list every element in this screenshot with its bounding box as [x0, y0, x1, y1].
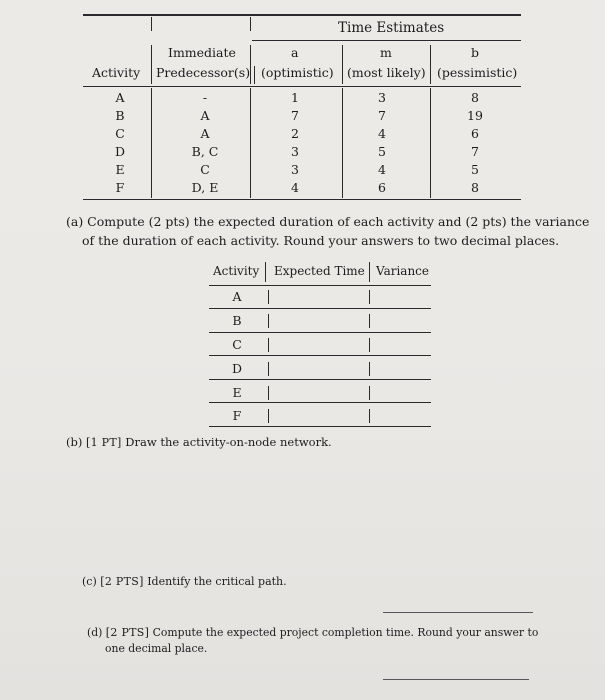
table-divider — [151, 45, 152, 84]
table-bottom-rule — [83, 199, 521, 200]
table-cell-m: 7 — [378, 108, 386, 123]
table-divider — [369, 314, 370, 328]
expected-time-input[interactable] — [280, 312, 365, 328]
table-divider — [430, 45, 431, 84]
question-d-points: [2 PTS] — [105, 626, 150, 639]
question-d-line2: one decimal place. — [105, 642, 208, 655]
variance-input[interactable] — [374, 360, 429, 376]
table-cell-activity: C — [115, 126, 125, 141]
table-cell-a: 2 — [291, 126, 299, 141]
table-divider — [342, 45, 343, 84]
table-cell-b: 6 — [471, 126, 479, 141]
table-cell-activity: E — [115, 162, 125, 177]
b-header-top: b — [471, 45, 480, 60]
table-cell-a: 4 — [291, 180, 299, 195]
variance-input[interactable] — [374, 407, 429, 423]
table-divider — [268, 386, 269, 400]
table-top-rule — [83, 14, 521, 16]
table-divider — [250, 17, 251, 31]
question-d-label: (d) — [87, 626, 103, 639]
variance-input[interactable] — [374, 312, 429, 328]
table-cell-m: 6 — [378, 180, 386, 195]
network-drawing-area[interactable] — [66, 455, 536, 565]
table-divider — [254, 66, 255, 84]
table-divider — [369, 386, 370, 400]
question-c-text: Identify the critical path. — [147, 575, 287, 588]
table-divider — [268, 338, 269, 352]
table-cell-b: 5 — [471, 162, 479, 177]
table-divider — [369, 262, 370, 282]
question-c-label: (c) — [82, 575, 97, 588]
table-divider — [151, 88, 152, 198]
answer-table-activity-header: Activity — [213, 264, 260, 278]
table-cell-a: 1 — [291, 90, 299, 105]
table-cell-predecessor: - — [202, 90, 208, 105]
table-divider — [369, 338, 370, 352]
answer-row-rule — [209, 402, 431, 403]
header-bottom-rule — [83, 86, 521, 87]
time-estimates-header: Time Estimates — [338, 20, 445, 36]
table-divider — [250, 88, 251, 198]
answer-row-activity: B — [232, 313, 242, 328]
table-divider — [268, 314, 269, 328]
table-cell-b: 8 — [471, 90, 479, 105]
expected-time-input[interactable] — [280, 407, 365, 423]
table-divider — [268, 362, 269, 376]
predecessor-header-top: Immediate — [168, 45, 236, 60]
table-cell-predecessor: A — [200, 126, 210, 141]
m-header-bottom: (most likely) — [347, 65, 426, 80]
a-header-top: a — [291, 45, 299, 60]
table-cell-predecessor: B, C — [191, 144, 219, 159]
table-cell-predecessor: D, E — [191, 180, 219, 195]
variance-input[interactable] — [374, 384, 429, 400]
table-cell-b: 8 — [471, 180, 479, 195]
table-cell-predecessor: C — [200, 162, 210, 177]
table-cell-m: 4 — [378, 162, 386, 177]
a-header-bottom: (optimistic) — [261, 65, 334, 80]
table-cell-a: 3 — [291, 144, 299, 159]
table-divider — [369, 362, 370, 376]
variance-input[interactable] — [374, 288, 429, 304]
table-cell-a: 3 — [291, 162, 299, 177]
question-b-points: [1 PT] — [86, 436, 122, 449]
question-d-text: Compute the expected project completion time. Round your answer to — [152, 626, 539, 639]
answer-row-activity: C — [232, 337, 242, 352]
table-cell-m: 5 — [378, 144, 386, 159]
answer-row-activity: F — [232, 408, 242, 423]
question-a-line2: of the duration of each activity. Round your answers to two decimal places. — [82, 233, 560, 248]
table-cell-b: 7 — [471, 144, 479, 159]
table-divider — [430, 88, 431, 198]
table-cell-a: 7 — [291, 108, 299, 123]
table-divider — [265, 262, 266, 282]
completion-time-answer-line[interactable] — [383, 679, 529, 680]
table-divider — [268, 409, 269, 423]
table-divider — [250, 45, 251, 84]
question-c-points: [2 PTS] — [100, 575, 144, 588]
group-header-rule — [252, 40, 521, 41]
answer-row-activity: D — [231, 361, 243, 376]
predecessor-header-bottom: Predecessor(s) — [156, 65, 251, 80]
expected-time-input[interactable] — [280, 360, 365, 376]
answer-table-header-rule — [209, 285, 431, 286]
variance-input[interactable] — [374, 336, 429, 352]
table-cell-m: 3 — [378, 90, 386, 105]
answer-table-expected-header: Expected Time — [274, 264, 365, 278]
table-cell-activity: D — [114, 144, 126, 159]
answer-row-rule — [209, 379, 431, 380]
answer-row-rule — [209, 332, 431, 333]
question-a-line1: (a) Compute (2 pts) the expected duration of each activity and (2 pts) the variance — [66, 214, 590, 229]
table-cell-activity: B — [115, 108, 125, 123]
expected-time-input[interactable] — [280, 336, 365, 352]
table-divider — [369, 290, 370, 304]
table-cell-b: 19 — [467, 108, 483, 123]
expected-time-input[interactable] — [280, 288, 365, 304]
table-cell-m: 4 — [378, 126, 386, 141]
answer-row-activity: E — [232, 385, 242, 400]
answer-table-variance-header: Variance — [376, 264, 429, 278]
activity-header: Activity — [92, 65, 141, 80]
question-b-label: (b) — [66, 435, 83, 449]
answer-row-activity: A — [232, 289, 242, 304]
answer-row-rule — [209, 308, 431, 309]
table-cell-activity: A — [115, 90, 125, 105]
table-divider — [151, 17, 152, 31]
table-divider — [342, 88, 343, 198]
table-cell-activity: F — [115, 180, 125, 195]
table-divider — [268, 290, 269, 304]
answer-row-rule — [209, 426, 431, 427]
m-header-top: m — [380, 45, 392, 60]
question-d-line1 — [87, 626, 538, 639]
question-b — [66, 435, 332, 449]
table-divider — [369, 409, 370, 423]
critical-path-answer-line[interactable] — [383, 612, 533, 613]
question-c — [82, 575, 287, 588]
question-b-text: Draw the activity-on-node network. — [125, 435, 332, 449]
b-header-bottom: (pessimistic) — [437, 65, 518, 80]
answer-row-rule — [209, 355, 431, 356]
table-cell-predecessor: A — [200, 108, 210, 123]
expected-time-input[interactable] — [280, 384, 365, 400]
